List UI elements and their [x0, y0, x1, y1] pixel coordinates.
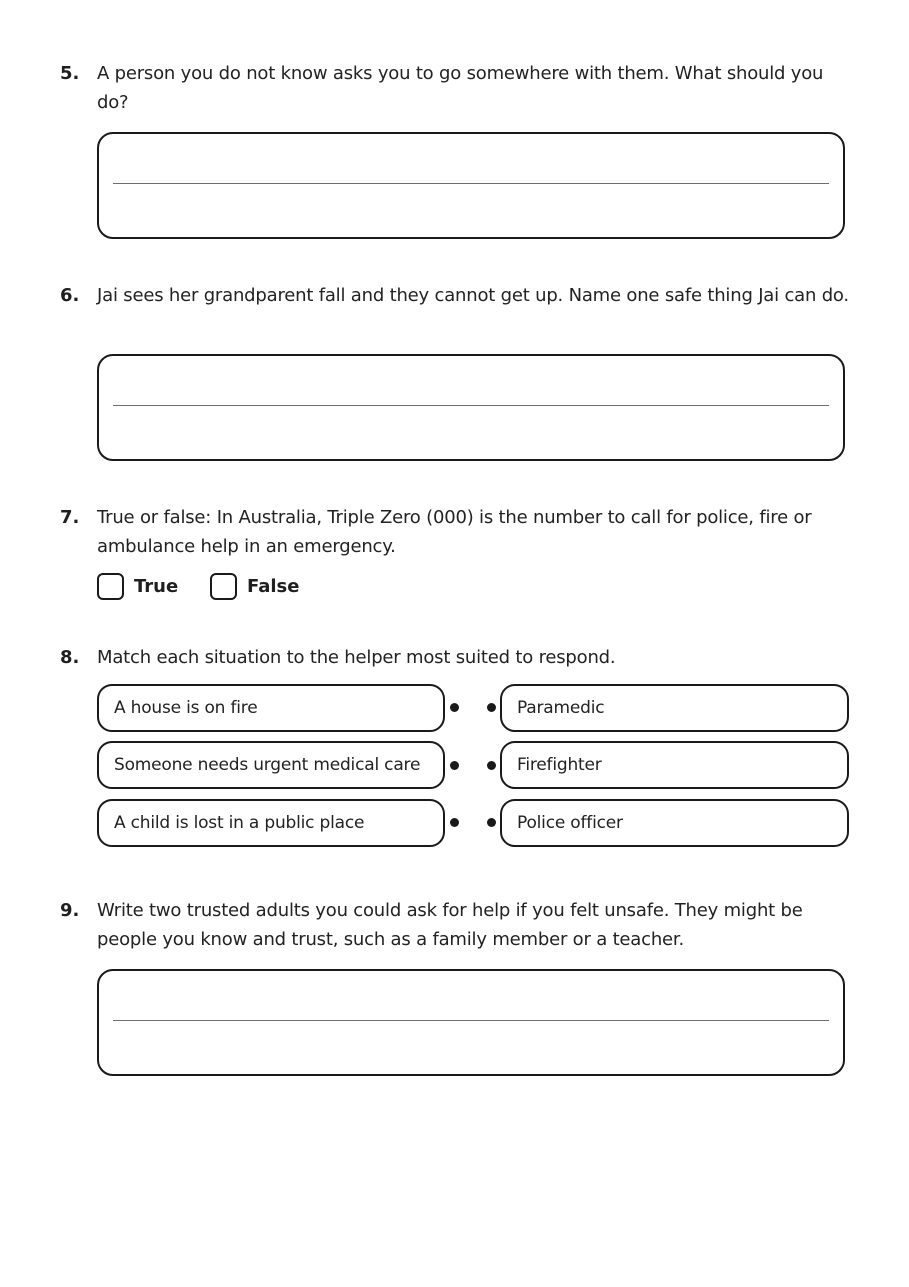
question-text: Write two trusted adults you could ask for help if you felt unsafe. They might be people you know and trust, such as a family member or a teacher. [97, 900, 803, 950]
answer-box-6[interactable] [97, 354, 845, 461]
question-number: 6. [60, 285, 80, 306]
true-label: True [134, 576, 179, 597]
situation-box[interactable]: A house is on fire [97, 684, 445, 732]
false-option[interactable] [210, 573, 299, 600]
question-number: 5. [60, 63, 80, 84]
match-dot-right[interactable] [487, 818, 496, 827]
situation-box[interactable]: A child is lost in a public place [97, 799, 445, 847]
helper-box[interactable]: Firefighter [500, 741, 849, 789]
answer-box-9[interactable] [97, 969, 845, 1076]
true-checkbox[interactable] [97, 573, 124, 600]
match-dot-left[interactable] [450, 761, 459, 770]
false-label: False [247, 576, 300, 597]
question-text: A person you do not know asks you to go somewhere with them. What should you do? [97, 63, 824, 113]
match-dot-left[interactable] [450, 818, 459, 827]
writing-line [113, 405, 829, 406]
question-number: 8. [60, 647, 80, 668]
question-text: Match each situation to the helper most suited to respond. [97, 647, 616, 668]
helper-box[interactable]: Police officer [500, 799, 849, 847]
match-dot-left[interactable] [450, 703, 459, 712]
question-number: 7. [60, 507, 80, 528]
helper-box[interactable]: Paramedic [500, 684, 849, 732]
question-text: Jai sees her grandparent fall and they cannot get up. Name one safe thing Jai can do. [97, 285, 849, 306]
situation-box[interactable]: Someone needs urgent medical care [97, 741, 445, 789]
match-dot-right[interactable] [487, 703, 496, 712]
answer-box-5[interactable] [97, 132, 845, 239]
question-number: 9. [60, 900, 80, 921]
false-checkbox[interactable] [210, 573, 237, 600]
writing-line [113, 1020, 829, 1021]
true-option[interactable] [97, 573, 178, 600]
match-dot-right[interactable] [487, 761, 496, 770]
question-text: True or false: In Australia, Triple Zero (000) is the number to call for police, fire or ambulance help in an emergency. [97, 507, 812, 557]
writing-line [113, 183, 829, 184]
